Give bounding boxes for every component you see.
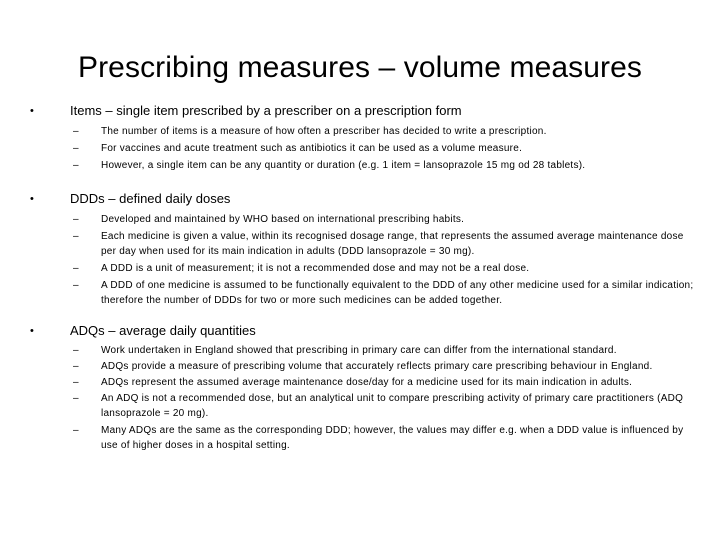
dash-marker: – [73, 231, 79, 242]
point-text: Developed and maintained by WHO based on international prescribing habits. [101, 214, 465, 225]
dash-marker: – [73, 345, 79, 356]
bullet-marker: • [30, 325, 34, 337]
point-text: Each medicine is given a value, within its recognised dosage range, that represents the assumed average maintenance dose per day when used for its main indication in adults (DDD lansoprazole = 30 mg). [101, 231, 684, 257]
point-text: For vaccines and acute treatment such as antibiotics it can be used as a volume measure. [101, 143, 523, 154]
list-item [0, 229, 720, 259]
dash-marker: – [73, 393, 79, 404]
list-item [0, 391, 720, 421]
point-text: The number of items is a measure of how often a prescriber has decided to write a prescription. [101, 126, 547, 137]
slide-title: Prescribing measures – volume measures [77, 51, 643, 84]
section-heading-items: Items – single item prescribed by a prescriber on a prescription form [70, 103, 462, 118]
list-item [0, 158, 720, 173]
bullet-marker: • [30, 193, 34, 205]
list-item [0, 141, 720, 156]
dash-marker: – [73, 214, 79, 225]
dash-marker: – [73, 280, 79, 291]
ddds-points [0, 212, 720, 308]
list-item [0, 423, 720, 453]
list-item [0, 261, 720, 276]
list-item [0, 359, 720, 374]
dash-marker: – [73, 361, 79, 372]
point-text: Many ADQs are the same as the corresponding DDD; however, the values may differ e.g. when a DDD value is influenced by use of higher doses in a hospital setting. [101, 425, 684, 451]
dash-marker: – [73, 160, 79, 171]
point-text: A DDD of one medicine is assumed to be functionally equivalent to the DDD of any other medicine used for a similar indication; therefore the number of DDDs for two or more such medicines can be added together. [101, 280, 694, 306]
point-text: ADQs represent the assumed average maintenance dose/day for a medicine used for its main indication in adults. [101, 377, 633, 388]
list-item [0, 124, 720, 139]
section-heading-adqs: ADQs – average daily quantities [70, 323, 256, 338]
point-text: However, a single item can be any quantity or duration (e.g. 1 item = lansoprazole 15 mg od 28 tablets). [101, 160, 586, 171]
list-item [0, 212, 720, 227]
dash-marker: – [73, 126, 79, 137]
dash-marker: – [73, 263, 79, 274]
point-text: An ADQ is not a recommended dose, but an analytical unit to compare prescribing activity of primary care practitioners (ADQ lansoprazole = 20 mg). [101, 393, 684, 419]
adqs-points [0, 343, 720, 453]
items-points [0, 124, 720, 173]
point-text: ADQs provide a measure of prescribing volume that accurately reflects primary care prescribing behaviour in England. [101, 361, 653, 372]
dash-marker: – [73, 425, 79, 436]
section-heading-ddds: DDDs – defined daily doses [70, 191, 231, 206]
dash-marker: – [73, 377, 79, 388]
list-item [0, 375, 720, 390]
point-text: Work undertaken in England showed that prescribing in primary care can differ from the international standard. [101, 345, 617, 356]
dash-marker: – [73, 143, 79, 154]
bullet-marker: • [30, 105, 34, 117]
list-item [0, 278, 720, 308]
point-text: A DDD is a unit of measurement; it is not a recommended dose and may not be a real dose. [101, 263, 530, 274]
list-item [0, 343, 720, 358]
